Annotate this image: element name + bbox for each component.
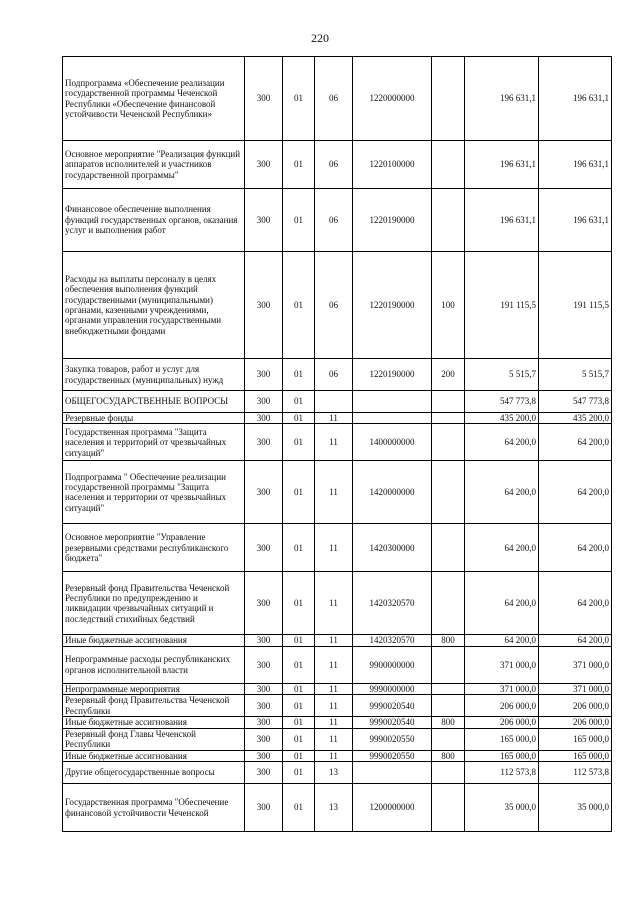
cell-expense-type xyxy=(432,646,465,683)
cell-subsection: 06 xyxy=(315,57,353,141)
cell-subsection: 11 xyxy=(315,750,353,761)
table-row xyxy=(63,717,612,728)
cell-sum-year-2: 64 200,0 xyxy=(539,524,612,572)
cell-sum-year-2: 371 000,0 xyxy=(539,683,612,694)
cell-name: Расходы на выплаты персоналу в целях обеспечения выполнения функций государственными (муниципальными) органами, казенными учреждениями, органами управления государственными внебюджетными фондами xyxy=(63,252,245,359)
table-row xyxy=(63,359,612,391)
table-row xyxy=(63,461,612,524)
cell-expense-type xyxy=(432,391,465,413)
cell-expense-type: 800 xyxy=(432,717,465,728)
cell-target-article: 1420300000 xyxy=(353,524,432,572)
cell-expense-type xyxy=(432,728,465,750)
cell-sum-year-2: 165 000,0 xyxy=(539,728,612,750)
cell-target-article xyxy=(353,413,432,424)
table-row xyxy=(63,683,612,694)
cell-target-article: 9990020550 xyxy=(353,750,432,761)
cell-ministry: 300 xyxy=(245,252,283,359)
cell-target-article: 1220100000 xyxy=(353,141,432,189)
cell-expense-type: 800 xyxy=(432,635,465,646)
cell-name: Резервный фонд Главы Чеченской Республики xyxy=(63,728,245,750)
cell-expense-type xyxy=(432,695,465,717)
cell-subsection: 06 xyxy=(315,359,353,391)
cell-sum-year-2: 191 115,5 xyxy=(539,252,612,359)
cell-subsection: 06 xyxy=(315,141,353,189)
cell-sum-year-1: 196 631,1 xyxy=(465,141,539,189)
cell-sum-year-2: 196 631,1 xyxy=(539,141,612,189)
cell-name: Финансовое обеспечение выполнения функций государственных органов, оказания услуг и выполнения работ xyxy=(63,189,245,252)
cell-sum-year-1: 191 115,5 xyxy=(465,252,539,359)
cell-ministry: 300 xyxy=(245,762,283,784)
cell-sum-year-1: 64 200,0 xyxy=(465,524,539,572)
cell-name: Основное мероприятие "Реализация функций аппаратов исполнителей и участников государственной программы" xyxy=(63,141,245,189)
cell-ministry: 300 xyxy=(245,524,283,572)
cell-subsection: 11 xyxy=(315,683,353,694)
cell-target-article: 1220190000 xyxy=(353,359,432,391)
cell-target-article: 9990020550 xyxy=(353,728,432,750)
cell-ministry: 300 xyxy=(245,695,283,717)
cell-subsection: 06 xyxy=(315,252,353,359)
cell-name: Другие общегосударственные вопросы xyxy=(63,762,245,784)
cell-name: Государственная программа "Обеспечение финансовой устойчивости Чеченской xyxy=(63,784,245,832)
cell-expense-type xyxy=(432,762,465,784)
cell-sum-year-2: 371 000,0 xyxy=(539,646,612,683)
cell-sum-year-2: 5 515,7 xyxy=(539,359,612,391)
cell-section: 01 xyxy=(283,695,315,717)
cell-section: 01 xyxy=(283,424,315,461)
cell-target-article: 9990000000 xyxy=(353,683,432,694)
cell-name: Основное мероприятие "Управление резервными средствами республиканского бюджета" xyxy=(63,524,245,572)
cell-ministry: 300 xyxy=(245,359,283,391)
cell-expense-type xyxy=(432,784,465,832)
cell-sum-year-2: 64 200,0 xyxy=(539,572,612,635)
cell-expense-type xyxy=(432,683,465,694)
cell-name: Иные бюджетные ассигнования xyxy=(63,717,245,728)
cell-name: Резервные фонды xyxy=(63,413,245,424)
cell-name: ОБЩЕГОСУДАРСТВЕННЫЕ ВОПРОСЫ xyxy=(63,391,245,413)
cell-target-article: 1220000000 xyxy=(353,57,432,141)
cell-ministry: 300 xyxy=(245,424,283,461)
cell-section: 01 xyxy=(283,413,315,424)
cell-name: Непрограммные расходы республиканских органов исполнительной власти xyxy=(63,646,245,683)
cell-sum-year-1: 371 000,0 xyxy=(465,683,539,694)
cell-section: 01 xyxy=(283,524,315,572)
page-number: 220 xyxy=(311,31,329,45)
table-row xyxy=(63,762,612,784)
cell-sum-year-1: 435 200,0 xyxy=(465,413,539,424)
cell-subsection: 06 xyxy=(315,189,353,252)
cell-ministry: 300 xyxy=(245,391,283,413)
cell-name: Иные бюджетные ассигнования xyxy=(63,635,245,646)
cell-expense-type: 100 xyxy=(432,252,465,359)
cell-subsection: 11 xyxy=(315,424,353,461)
cell-subsection: 11 xyxy=(315,413,353,424)
cell-sum-year-1: 196 631,1 xyxy=(465,57,539,141)
cell-sum-year-1: 206 000,0 xyxy=(465,717,539,728)
table-row xyxy=(63,424,612,461)
cell-sum-year-1: 371 000,0 xyxy=(465,646,539,683)
cell-section: 01 xyxy=(283,683,315,694)
cell-expense-type xyxy=(432,424,465,461)
cell-target-article: 9900000000 xyxy=(353,646,432,683)
cell-section: 01 xyxy=(283,750,315,761)
cell-subsection: 11 xyxy=(315,717,353,728)
cell-section: 01 xyxy=(283,461,315,524)
cell-target-article xyxy=(353,762,432,784)
cell-sum-year-1: 547 773,8 xyxy=(465,391,539,413)
cell-section: 01 xyxy=(283,141,315,189)
cell-subsection: 11 xyxy=(315,572,353,635)
table-row xyxy=(63,252,612,359)
budget-table-body xyxy=(63,57,612,832)
cell-section: 01 xyxy=(283,646,315,683)
cell-sum-year-1: 35 000,0 xyxy=(465,784,539,832)
cell-ministry: 300 xyxy=(245,461,283,524)
cell-subsection: 11 xyxy=(315,646,353,683)
cell-target-article: 1220190000 xyxy=(353,252,432,359)
cell-sum-year-1: 206 000,0 xyxy=(465,695,539,717)
cell-sum-year-2: 196 631,1 xyxy=(539,57,612,141)
cell-subsection: 13 xyxy=(315,784,353,832)
table-row xyxy=(63,524,612,572)
cell-expense-type: 800 xyxy=(432,750,465,761)
cell-expense-type xyxy=(432,141,465,189)
table-row xyxy=(63,189,612,252)
cell-section: 01 xyxy=(283,635,315,646)
cell-ministry: 300 xyxy=(245,750,283,761)
cell-sum-year-1: 112 573,8 xyxy=(465,762,539,784)
cell-target-article: 1400000000 xyxy=(353,424,432,461)
cell-target-article: 9990020540 xyxy=(353,717,432,728)
cell-subsection: 11 xyxy=(315,695,353,717)
cell-section: 01 xyxy=(283,57,315,141)
cell-target-article: 9990020540 xyxy=(353,695,432,717)
cell-sum-year-2: 64 200,0 xyxy=(539,635,612,646)
cell-subsection xyxy=(315,391,353,413)
cell-ministry: 300 xyxy=(245,189,283,252)
cell-subsection: 11 xyxy=(315,524,353,572)
cell-section: 01 xyxy=(283,252,315,359)
budget-table xyxy=(62,56,612,832)
cell-sum-year-2: 112 573,8 xyxy=(539,762,612,784)
cell-name: Государственная программа "Защита населения и территорий от чрезвычайных ситуаций" xyxy=(63,424,245,461)
cell-target-article: 1200000000 xyxy=(353,784,432,832)
cell-expense-type xyxy=(432,572,465,635)
cell-ministry: 300 xyxy=(245,57,283,141)
cell-subsection: 11 xyxy=(315,461,353,524)
cell-sum-year-2: 547 773,8 xyxy=(539,391,612,413)
cell-section: 01 xyxy=(283,784,315,832)
table-row xyxy=(63,413,612,424)
cell-name: Непрограммные мероприятия xyxy=(63,683,245,694)
cell-target-article: 1420000000 xyxy=(353,461,432,524)
cell-sum-year-2: 64 200,0 xyxy=(539,461,612,524)
cell-section: 01 xyxy=(283,717,315,728)
cell-expense-type: 200 xyxy=(432,359,465,391)
cell-name: Подпрограмма " Обеспечение реализации государственной программы "Защита населения и территории от чрезвычайных ситуаций" xyxy=(63,461,245,524)
cell-ministry: 300 xyxy=(245,784,283,832)
table-row xyxy=(63,728,612,750)
table-row xyxy=(63,391,612,413)
cell-ministry: 300 xyxy=(245,646,283,683)
cell-name: Подпрограмма «Обеспечение реализации государственной программы Чеченской Республики «Обеспечение финансовой устойчивости Чеченской Республики» xyxy=(63,57,245,141)
cell-sum-year-2: 206 000,0 xyxy=(539,695,612,717)
cell-section: 01 xyxy=(283,391,315,413)
cell-target-article: 1220190000 xyxy=(353,189,432,252)
cell-sum-year-2: 35 000,0 xyxy=(539,784,612,832)
cell-expense-type xyxy=(432,57,465,141)
cell-ministry: 300 xyxy=(245,683,283,694)
cell-subsection: 13 xyxy=(315,762,353,784)
cell-expense-type xyxy=(432,189,465,252)
cell-name: Резервный фонд Правительства Чеченской Республики по предупреждению и ликвидации чрезвычайных ситуаций и последствий стихийных бедствий xyxy=(63,572,245,635)
cell-sum-year-1: 5 515,7 xyxy=(465,359,539,391)
cell-target-article: 1420320570 xyxy=(353,635,432,646)
cell-sum-year-2: 196 631,1 xyxy=(539,189,612,252)
table-row xyxy=(63,695,612,717)
cell-sum-year-1: 64 200,0 xyxy=(465,424,539,461)
cell-sum-year-2: 435 200,0 xyxy=(539,413,612,424)
cell-subsection: 11 xyxy=(315,728,353,750)
cell-ministry: 300 xyxy=(245,413,283,424)
cell-name: Резервный фонд Правительства Чеченской Республики xyxy=(63,695,245,717)
cell-ministry: 300 xyxy=(245,728,283,750)
cell-ministry: 300 xyxy=(245,141,283,189)
cell-expense-type xyxy=(432,461,465,524)
cell-sum-year-2: 206 000,0 xyxy=(539,717,612,728)
cell-sum-year-1: 165 000,0 xyxy=(465,728,539,750)
table-row xyxy=(63,572,612,635)
table-row xyxy=(63,635,612,646)
table-row xyxy=(63,750,612,761)
table-row xyxy=(63,57,612,141)
cell-section: 01 xyxy=(283,189,315,252)
table-row xyxy=(63,646,612,683)
cell-name: Иные бюджетные ассигнования xyxy=(63,750,245,761)
cell-subsection: 11 xyxy=(315,635,353,646)
cell-ministry: 300 xyxy=(245,572,283,635)
table-row xyxy=(63,784,612,832)
table-row xyxy=(63,141,612,189)
cell-target-article: 1420320570 xyxy=(353,572,432,635)
cell-ministry: 300 xyxy=(245,635,283,646)
cell-section: 01 xyxy=(283,572,315,635)
cell-sum-year-1: 165 000,0 xyxy=(465,750,539,761)
cell-ministry: 300 xyxy=(245,717,283,728)
cell-sum-year-1: 64 200,0 xyxy=(465,572,539,635)
cell-section: 01 xyxy=(283,728,315,750)
cell-section: 01 xyxy=(283,762,315,784)
cell-section: 01 xyxy=(283,359,315,391)
cell-expense-type xyxy=(432,524,465,572)
cell-sum-year-1: 64 200,0 xyxy=(465,635,539,646)
cell-sum-year-1: 196 631,1 xyxy=(465,189,539,252)
cell-sum-year-1: 64 200,0 xyxy=(465,461,539,524)
cell-target-article xyxy=(353,391,432,413)
cell-expense-type xyxy=(432,413,465,424)
cell-sum-year-2: 64 200,0 xyxy=(539,424,612,461)
cell-sum-year-2: 165 000,0 xyxy=(539,750,612,761)
cell-name: Закупка товаров, работ и услуг для государственных (муниципальных) нужд xyxy=(63,359,245,391)
